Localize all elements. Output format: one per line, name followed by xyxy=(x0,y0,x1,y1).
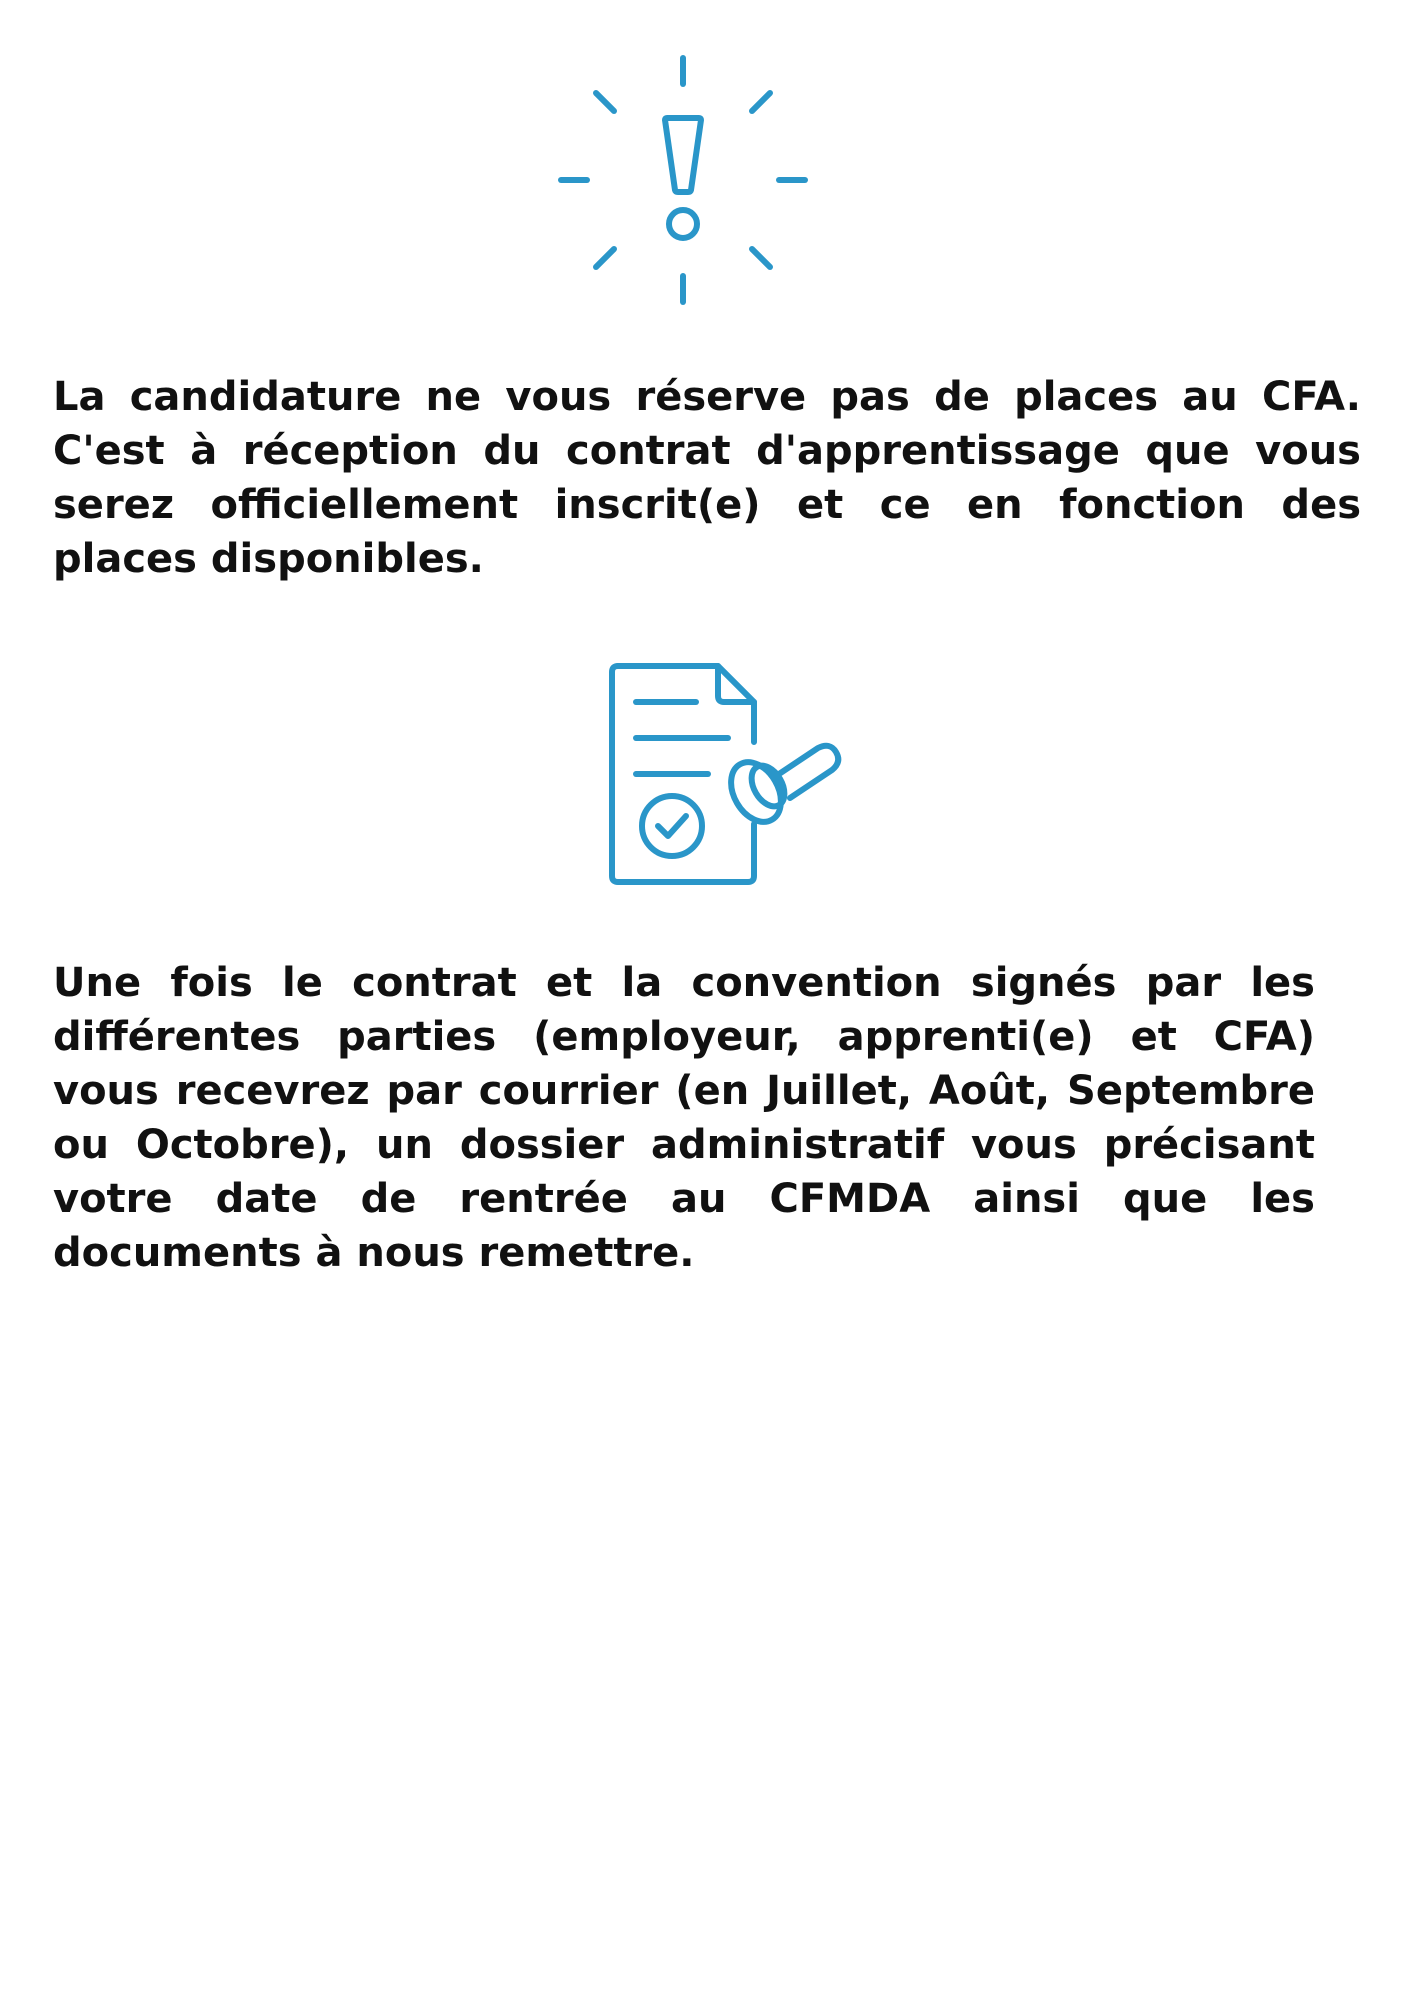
notice-paragraph: La candidature ne vous réserve pas de places au CFA. C'est à réception du contrat d'apprentissage que vous serez officiellement inscrit(e) et ce en fonction des places disponibles. xyxy=(53,374,1361,582)
signed-contract-stamp-icon xyxy=(604,662,844,886)
alert-exclamation-icon xyxy=(555,52,811,308)
administrative-info-paragraph: Une fois le contrat et la convention signés par les différentes parties (employeur, apprenti(e) et CFA) vous recevrez par courrier (en Juillet, Août, Septembre ou Octobre), un dossier administratif vous précisant votre date de rentrée au CFMDA ainsi que les documents à nous remettre. xyxy=(53,960,1315,1276)
